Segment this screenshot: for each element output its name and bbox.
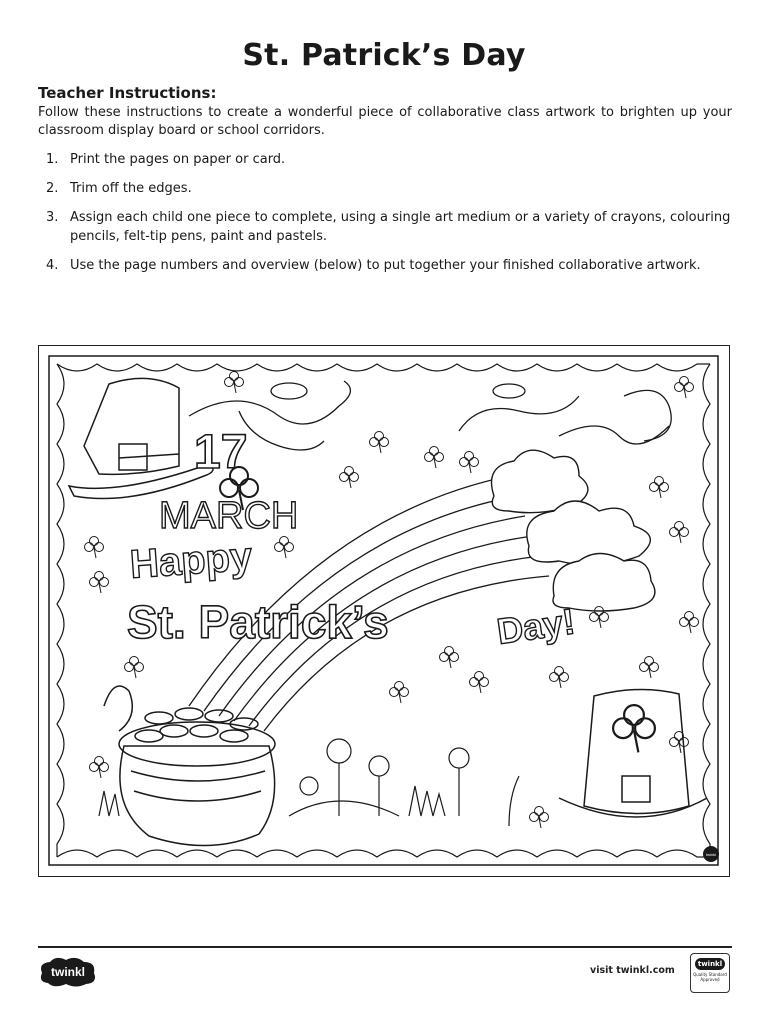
- step-number: 2.: [46, 181, 59, 196]
- greeting-st-patricks: St. Patrick’s: [127, 596, 389, 648]
- decorative-swirls: [189, 381, 671, 450]
- date-month: MARCH: [159, 495, 299, 537]
- intro-paragraph: Follow these instructions to create a wonderful piece of collaborative class artwork to brighten up your classroom display board or school corridors.: [38, 105, 732, 138]
- pot-of-gold: [104, 686, 275, 846]
- artwork-lettering: [127, 426, 577, 652]
- step-number: 4.: [46, 258, 59, 273]
- step-item: [38, 179, 732, 198]
- step-text: Trim off the edges.: [70, 181, 192, 196]
- greeting-day: Day!: [494, 600, 578, 652]
- badge-caption: Quality Standard Approved: [693, 972, 727, 982]
- badge-title: twinkl: [695, 958, 725, 970]
- quality-badge: [690, 953, 730, 993]
- step-text: Assign each child one piece to complete, using a single art medium or a variety of crayons, colouring pencils, felt-tip pens, paint and pastels.: [70, 210, 731, 244]
- step-text: Use the page numbers and overview (below) to put together your finished collaborative artwork.: [70, 258, 701, 273]
- step-item: [38, 208, 732, 246]
- instruction-steps: [38, 150, 732, 285]
- flowers-and-grass: [99, 739, 519, 826]
- corner-mark: [703, 846, 719, 862]
- step-text: Print the pages on paper or card.: [70, 152, 286, 167]
- step-item: [38, 256, 732, 275]
- footer-divider: [38, 946, 732, 948]
- page-title: St. Patrick’s Day: [242, 38, 526, 73]
- step-item: [38, 150, 732, 169]
- corner-mark-text: twinkl: [705, 852, 717, 857]
- teacher-instructions-heading: Teacher Instructions:: [38, 84, 217, 102]
- visit-link[interactable]: visit twinkl.com: [590, 965, 675, 976]
- artwork-illustration: [39, 346, 728, 875]
- twinkl-logo[interactable]: [36, 953, 100, 989]
- logo-text: twinkl: [50, 965, 86, 979]
- greeting-happy: Happy: [128, 534, 254, 587]
- step-number: 3.: [46, 210, 59, 225]
- clouds: [492, 450, 655, 611]
- date-number: 17: [194, 426, 248, 479]
- step-number: 1.: [46, 152, 59, 167]
- colouring-artwork: [38, 345, 730, 877]
- leprechaun-hat-bottom-right: [559, 689, 707, 817]
